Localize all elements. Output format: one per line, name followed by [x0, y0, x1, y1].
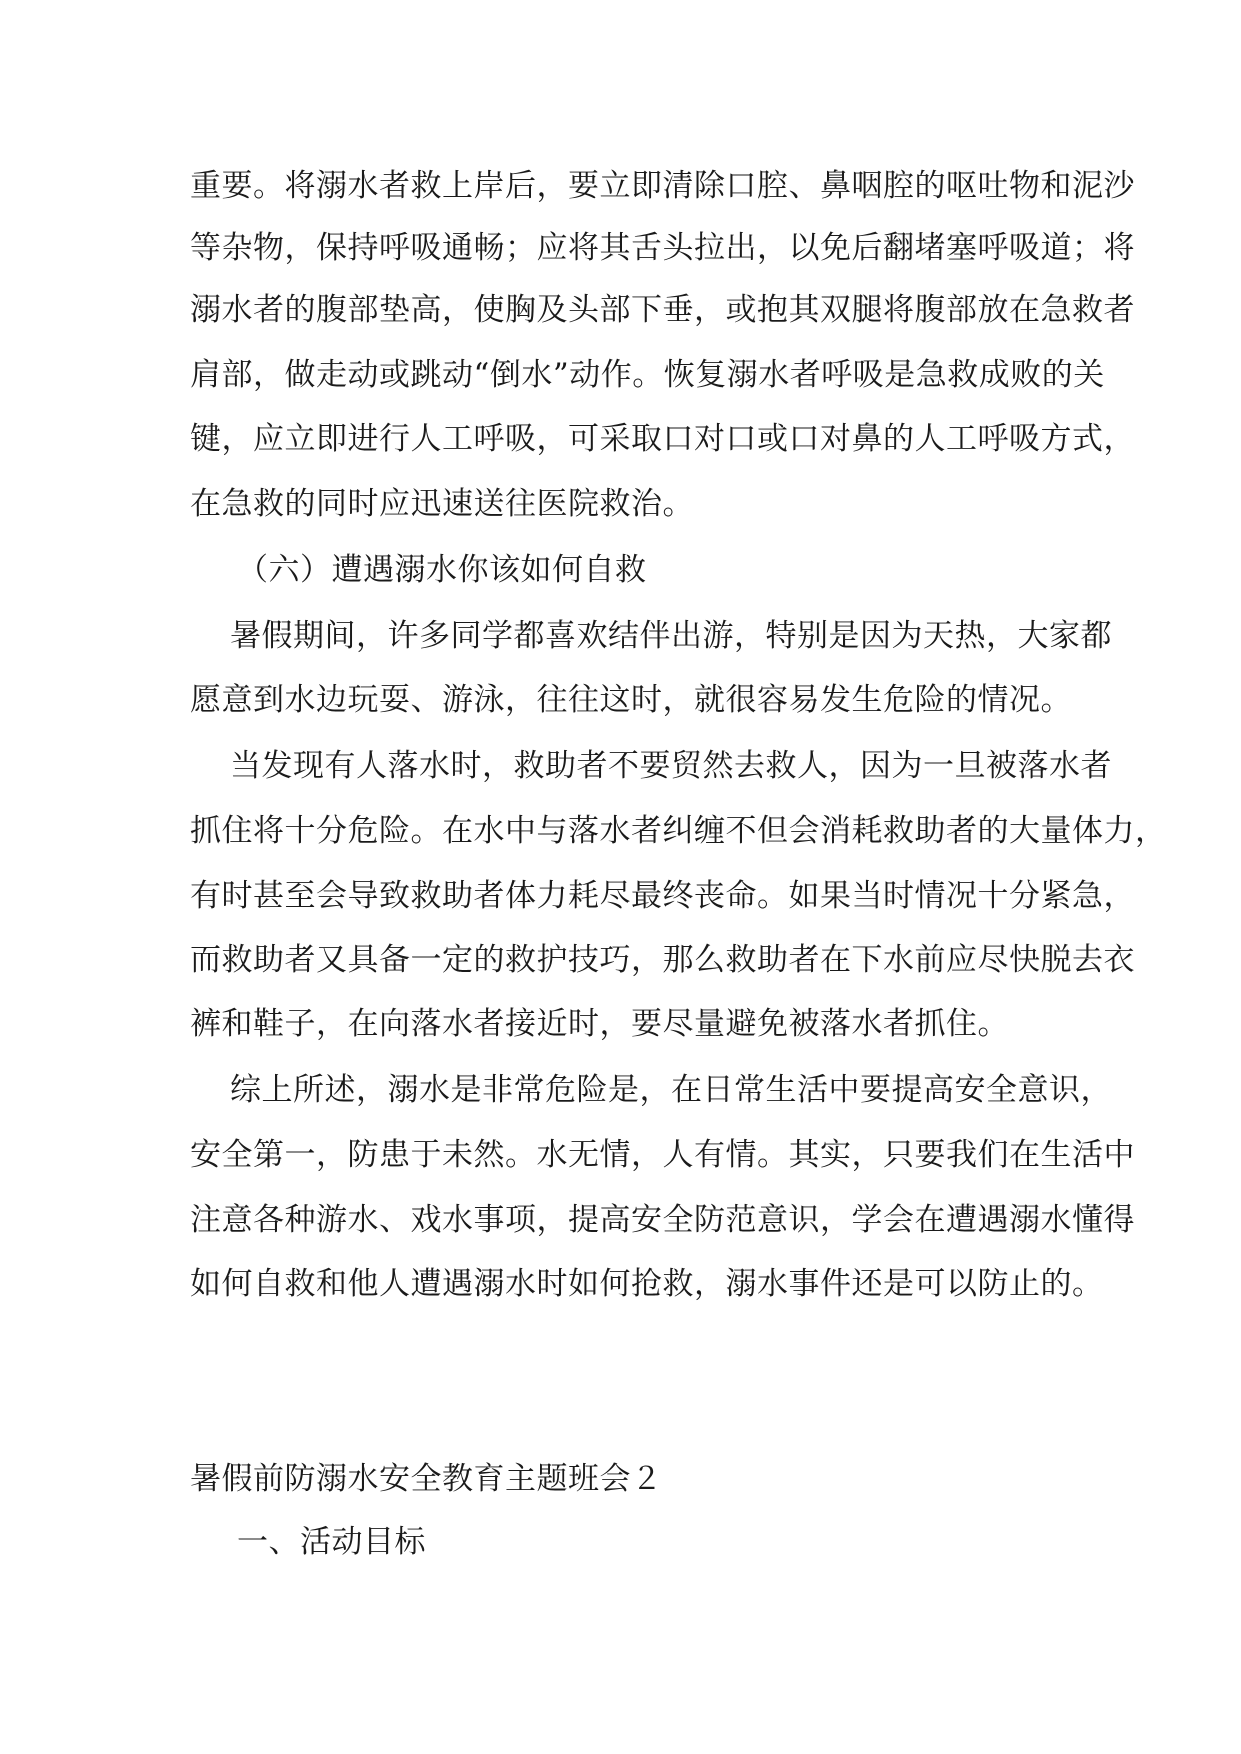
paragraph-line: 注意各种游水、戏水事项，提高安全防范意识，学会在遭遇溺水懂得 — [190, 1202, 1135, 1238]
paragraph-line: 综上所述，溺水是非常危险是，在日常生活中要提高安全意识， — [230, 1072, 1112, 1108]
paragraph-line: 溺水者的腹部垫高，使胸及头部下垂，或抱其双腿将腹部放在急救者 — [190, 292, 1135, 328]
paragraph-line: 如何自救和他人遭遇溺水时如何抢救，溺水事件还是可以防止的。 — [190, 1266, 1104, 1302]
document-title: 暑假前防溺水安全教育主题班会２ — [190, 1461, 663, 1497]
paragraph-line: 肩部，做走动或跳动“倒水”动作。恢复溺水者呼吸是急救成败的关 — [190, 357, 1105, 393]
paragraph-line: 键，应立即进行人工呼吸，可采取口对口或口对鼻的人工呼吸方式， — [190, 421, 1135, 457]
paragraph-line: 抓住将十分危险。在水中与落水者纠缠不但会消耗救助者的大量体力， — [190, 813, 1167, 849]
paragraph-line: 安全第一，防患于未然。水无情，人有情。其实，只要我们在生活中 — [190, 1137, 1135, 1173]
paragraph-line: 而救助者又具备一定的救护技巧，那么救助者在下水前应尽快脱去衣 — [190, 942, 1135, 978]
section-heading: 一、活动目标 — [237, 1524, 426, 1560]
paragraph-line: 有时甚至会导致救助者体力耗尽最终丧命。如果当时情况十分紧急， — [190, 878, 1135, 914]
paragraph-line: 暑假期间，许多同学都喜欢结伴出游，特别是因为天热，大家都 — [230, 618, 1112, 654]
paragraph-line: 当发现有人落水时，救助者不要贸然去救人，因为一旦被落水者 — [230, 748, 1112, 784]
paragraph-line: 愿意到水边玩耍、游泳，往往这时，就很容易发生危险的情况。 — [190, 682, 1072, 718]
section-heading: （六）遭遇溺水你该如何自救 — [237, 552, 647, 588]
paragraph-line: 重要。将溺水者救上岸后，要立即清除口腔、鼻咽腔的呕吐物和泥沙 — [190, 168, 1135, 204]
paragraph-line: 裤和鞋子，在向落水者接近时，要尽量避免被落水者抓住。 — [190, 1006, 1009, 1042]
paragraph-line: 等杂物，保持呼吸通畅；应将其舌头拉出，以免后翻堵塞呼吸道；将 — [190, 230, 1135, 266]
paragraph-line: 在急救的同时应迅速送往医院救治。 — [190, 486, 694, 522]
